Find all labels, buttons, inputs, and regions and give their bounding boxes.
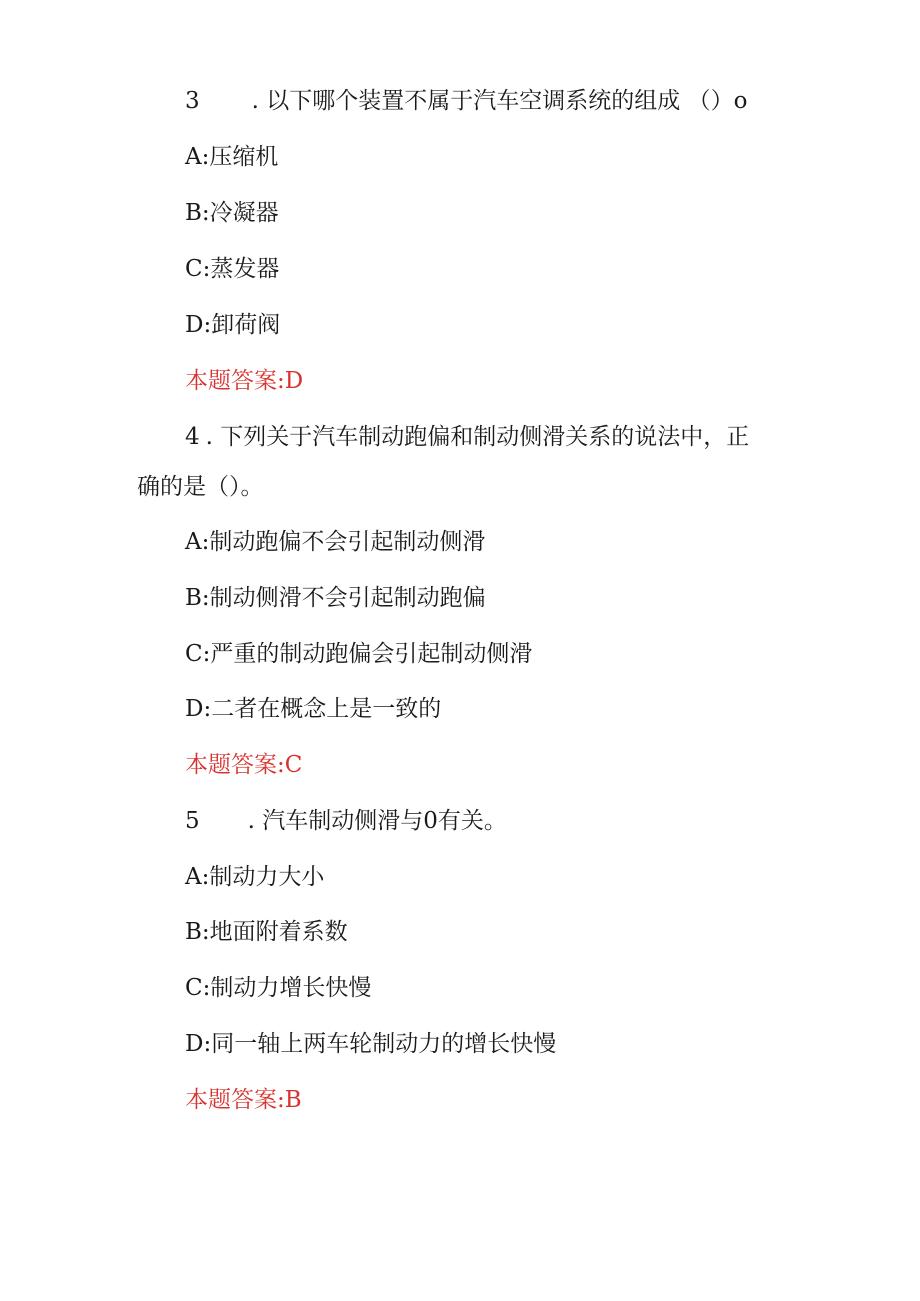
question-3-stem <box>185 86 747 116</box>
answer-label: 本题答案:D <box>185 368 304 394</box>
question-text: . 以下哪个装置不属于汽车空调系统的组成 （）o <box>251 88 748 114</box>
question-4-stem-continued: 确的是（）。 <box>137 474 264 500</box>
option-b: B:制动侧滑不会引起制动跑偏 <box>185 585 486 611</box>
option-c: C:严重的制动跑偏会引起制动侧滑 <box>185 641 533 667</box>
question-number: 5 <box>185 808 200 834</box>
option-d: D:二者在概念上是一致的 <box>185 696 442 722</box>
option-d: D:卸荷阀 <box>185 312 281 338</box>
question-text: . 下列关于汽车制动跑偏和制动侧滑关系的说法中，正 <box>205 424 750 450</box>
option-a: A:制动跑偏不会引起制动侧滑 <box>185 529 486 555</box>
option-b: B:地面附着系数 <box>185 919 348 945</box>
question-text: . 汽车制动侧滑与0有关。 <box>247 808 507 834</box>
option-b: B:冷凝器 <box>185 200 279 226</box>
answer-label: 本题答案:C <box>185 752 303 778</box>
question-number: 4 <box>185 424 200 450</box>
option-a: A:压缩机 <box>185 144 279 170</box>
answer-label: 本题答案:B <box>185 1087 302 1113</box>
option-c: C:制动力增长快慢 <box>185 975 372 1001</box>
option-a: A:制动力大小 <box>185 864 325 890</box>
question-number: 3 <box>185 88 200 114</box>
option-d: D:同一轴上两车轮制动力的增长快慢 <box>185 1031 557 1057</box>
question-5-stem <box>185 806 507 836</box>
question-4-stem <box>185 422 749 452</box>
option-c: C:蒸发器 <box>185 256 280 282</box>
